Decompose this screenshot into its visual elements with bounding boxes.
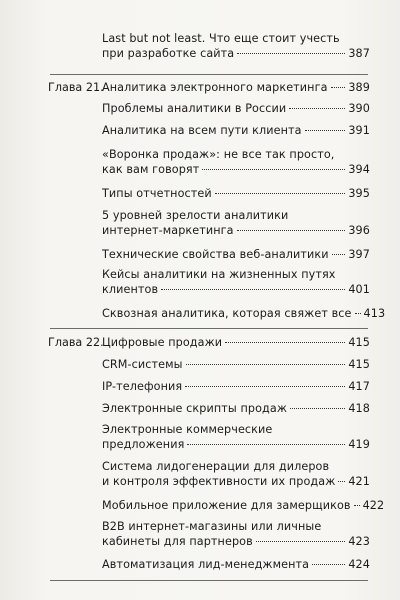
dot-leader — [354, 504, 360, 506]
toc-entry — [102, 306, 386, 321]
dot-leader — [355, 312, 361, 314]
page-number: 401 — [348, 283, 370, 296]
page-number: 390 — [348, 102, 370, 115]
toc-entry-line: Электронные скрипты продаж — [102, 402, 287, 415]
toc-entry-line: 5 уровней зрелости аналитики — [102, 209, 289, 222]
toc-entry-line: при разработке сайта — [102, 47, 235, 60]
toc-entry-line: Система лидогенерации для дилеров — [102, 460, 330, 473]
toc-entry-line: Типы отчетностей — [102, 187, 212, 200]
toc-entry — [102, 186, 370, 201]
toc-entry-line: Last but not least. Что еще стоит учесть — [102, 32, 340, 45]
toc-entry-line: Аналитика на всем пути клиента — [102, 124, 302, 137]
dot-leader — [237, 229, 346, 231]
dot-leader — [237, 52, 345, 54]
toc-entry-line: Технические свойства веб-аналитики — [102, 248, 329, 261]
toc-entry-line: как вам говорят — [102, 163, 200, 176]
toc-entry-line: интернет-маркетинга — [102, 224, 234, 237]
page-number: 424 — [348, 558, 370, 571]
page-number: 413 — [363, 307, 386, 320]
dot-leader — [225, 341, 345, 343]
dot-leader — [256, 540, 346, 542]
toc-entry — [102, 498, 385, 513]
toc-entry — [102, 247, 370, 262]
dot-leader — [305, 129, 346, 131]
toc-entry-line: Сквозная аналитика, которая свяжет все — [102, 307, 352, 320]
page-number: 396 — [348, 224, 370, 237]
toc-entry-line: Автоматизация лид-менеджмента — [102, 558, 310, 571]
dot-leader — [185, 385, 345, 387]
dot-leader — [331, 86, 346, 88]
toc-entry — [102, 519, 370, 549]
page-number: 395 — [348, 187, 370, 200]
page-number: 423 — [348, 535, 370, 548]
chapter-label-21: Глава 21. — [48, 81, 104, 94]
toc-entry — [102, 422, 370, 452]
dot-leader — [332, 253, 346, 255]
toc-entry — [102, 401, 370, 416]
chapter-title: Цифровые продажи — [102, 336, 223, 349]
toc-entry-line: «Воронка продаж»: не все так просто, — [102, 148, 335, 161]
toc-entry — [102, 208, 370, 238]
toc-entry-line: Кейсы аналитики на жизненных путях — [102, 268, 336, 281]
page-number: 419 — [348, 438, 370, 451]
dot-leader — [290, 407, 345, 409]
toc-entry — [102, 123, 370, 138]
toc-entry-line: предложения — [102, 438, 185, 451]
dot-leader — [215, 192, 346, 194]
page-number: 417 — [348, 380, 370, 393]
chapter-title-21 — [102, 80, 370, 95]
dot-leader — [186, 363, 346, 365]
toc-entry-line: Проблемы аналитики в России — [102, 102, 287, 115]
chapter-divider — [50, 580, 368, 581]
toc-entry-line: B2B интернет-магазины или личные — [102, 520, 322, 533]
page-number: 397 — [348, 248, 370, 261]
toc-entry-line: кабинеты для партнеров — [102, 535, 253, 548]
toc-entry — [102, 147, 370, 177]
page-number: 421 — [348, 475, 370, 488]
toc-entry-line: CRM-системы — [102, 358, 183, 371]
toc-entry-line: клиентов — [102, 283, 159, 296]
page-number: 418 — [348, 402, 370, 415]
toc-entry-line: Мобильное приложение для замерщиков — [102, 499, 351, 512]
page-number: 415 — [348, 336, 370, 349]
toc-entry — [102, 379, 370, 394]
dot-leader — [202, 168, 345, 170]
toc-entry — [102, 557, 370, 572]
toc-entry — [102, 101, 370, 116]
page-number: 415 — [348, 358, 370, 371]
toc-entry-prev — [102, 31, 370, 61]
toc-entry — [102, 267, 370, 297]
toc-entry-line: Электронные коммерческие — [102, 423, 273, 436]
chapter-title: Аналитика электронного маркетинга — [102, 81, 328, 94]
chapter-divider — [50, 328, 368, 329]
chapter-title-22 — [102, 335, 370, 350]
chapter-divider — [50, 74, 368, 75]
toc-entry-line: IP-телефония — [102, 380, 183, 393]
page-number: 389 — [348, 81, 370, 94]
page-number: 422 — [362, 499, 385, 512]
dot-leader — [289, 107, 345, 109]
page-number: 394 — [348, 163, 370, 176]
dot-leader — [338, 480, 345, 482]
page-number: 391 — [348, 124, 370, 137]
toc-entry — [102, 459, 370, 489]
dot-leader — [187, 443, 345, 445]
toc-entry-line: и контроля эффективности их продаж — [102, 475, 336, 488]
chapter-label-22: Глава 22. — [48, 336, 104, 349]
toc-entry — [102, 357, 370, 372]
dot-leader — [161, 288, 345, 290]
dot-leader — [312, 563, 345, 565]
page-number: 387 — [348, 47, 370, 60]
